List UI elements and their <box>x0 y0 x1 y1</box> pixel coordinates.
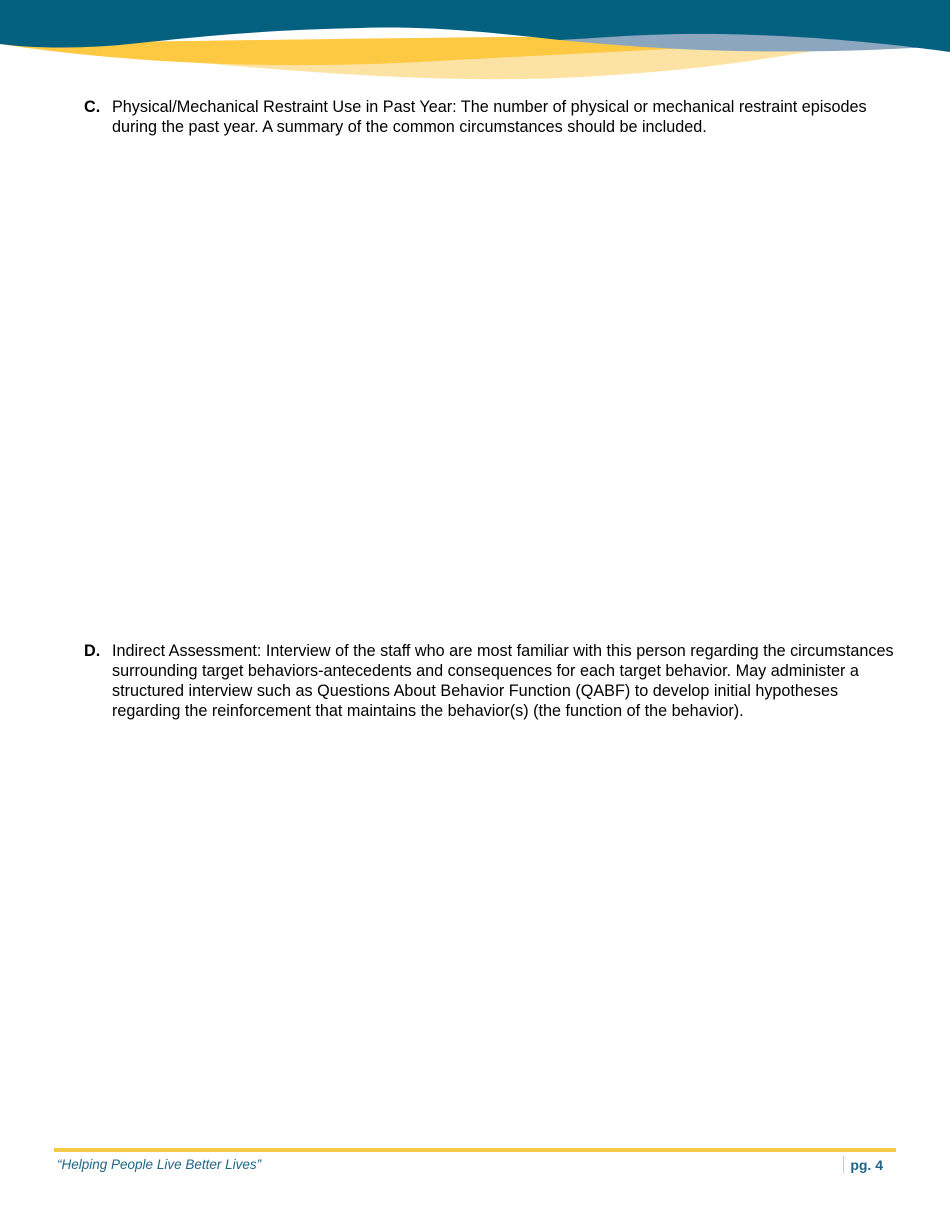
footer-tagline: “Helping People Live Better Lives” <box>57 1157 262 1172</box>
section-c-text: Physical/Mechanical Restraint Use in Past Year: The number of physical or mechanical restraint episodes during the past year. A summary of the common circumstances should be included. <box>112 98 867 136</box>
section-d-letter: D. <box>84 642 101 660</box>
footer-rule <box>54 1148 896 1152</box>
section-c <box>84 97 894 137</box>
section-d <box>84 641 894 721</box>
footer-page-number <box>843 1156 883 1173</box>
section-c-letter: C. <box>84 98 101 116</box>
footer-page-label: pg. 4 <box>850 1156 883 1173</box>
footer-page-separator <box>843 1156 844 1173</box>
header-wave-banner <box>0 0 950 90</box>
section-d-text: Indirect Assessment: Interview of the staff who are most familiar with this person regarding the circumstances surrounding target behaviors-antecedents and consequences for each target behavior. May administer a structured interview such as Questions About Behavior Function (QABF) to develop initial hypotheses regarding the reinforcement that maintains the behavior(s) (the function of the behavior). <box>112 642 894 720</box>
